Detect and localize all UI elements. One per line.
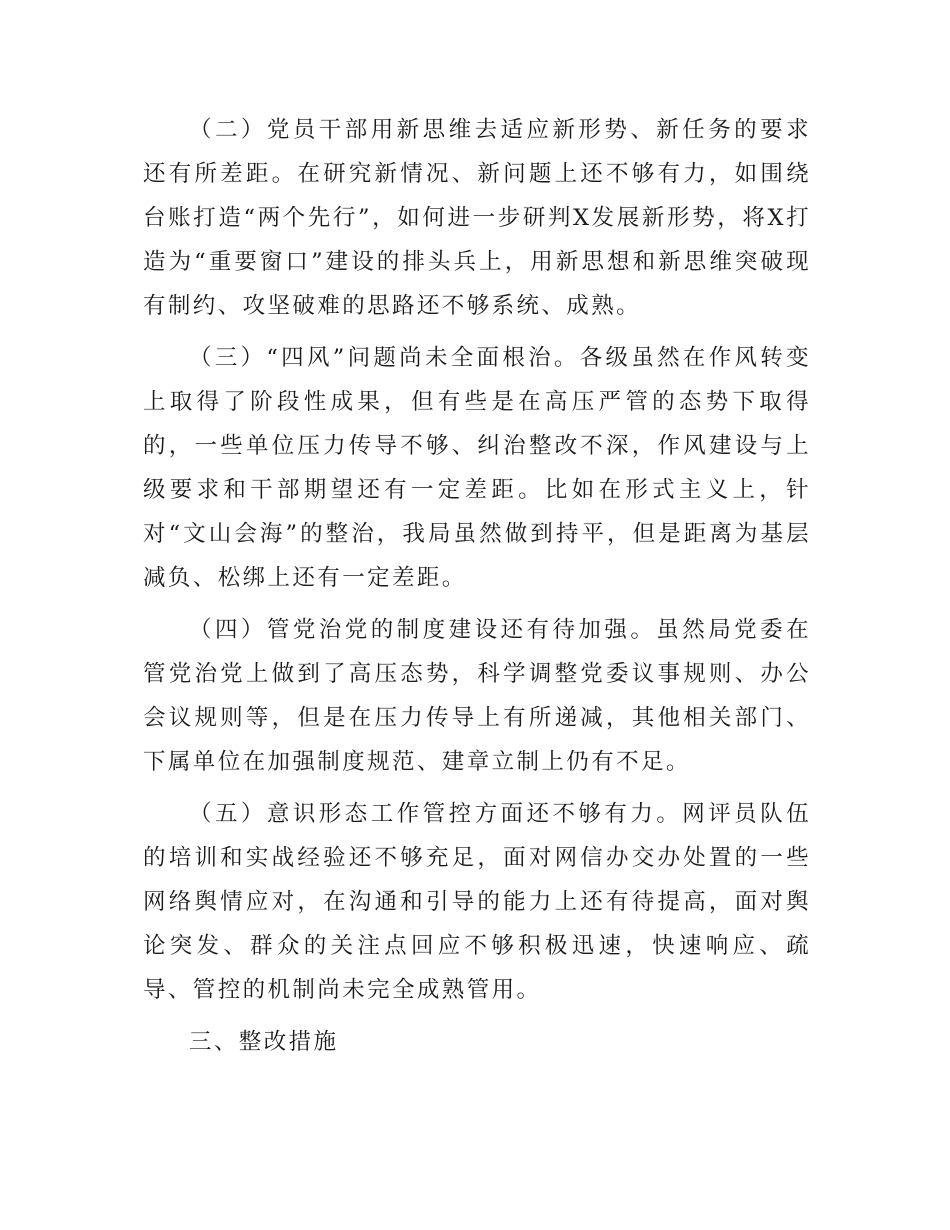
paragraph-item-2: （二）党员干部用新思维去适应新形势、新任务的要求还有所差距。在研究新情况、新问题上还不够有力，如围绕台账打造“两个先行”，如何进一步研判X发展新形势，将X打造为“重要窗口”建设的排头兵上，用新思想和新思维突破现有制约、攻坚破难的思路还不够系统、成熟。: [143, 117, 811, 319]
document-body: [143, 108, 811, 1064]
paragraph-item-5: （五）意识形态工作管控方面还不够有力。网评员队伍的培训和实战经验还不够充足，面对网信办交办处置的一些网络舆情应对，在沟通和引导的能力上还有待提高，面对舆论突发、群众的关注点回应不够积极迅速，快速响应、疏导、管控的机制尚未完全成熟管用。: [143, 801, 811, 1003]
section-heading: 三、整改措施: [189, 1029, 339, 1055]
paragraph-item-3: （三）“四风”问题尚未全面根治。各级虽然在作风转变上取得了阶段性成果，但有些是在高压严管的态势下取得的，一些单位压力传导不够、纠治整改不深，作风建设与上级要求和干部期望还有一定差距。比如在形式主义上，针对“文山会海”的整治，我局虽然做到持平，但是距离为基层减负、松绑上还有一定差距。: [143, 345, 811, 591]
paragraph-item-4: （四）管党治党的制度建设还有待加强。虽然局党委在管党治党上做到了高压态势，科学调整党委议事规则、办公会议规则等，但是在压力传导上有所递减，其他相关部门、下属单位在加强制度规范、建章立制上仍有不足。: [143, 617, 811, 775]
